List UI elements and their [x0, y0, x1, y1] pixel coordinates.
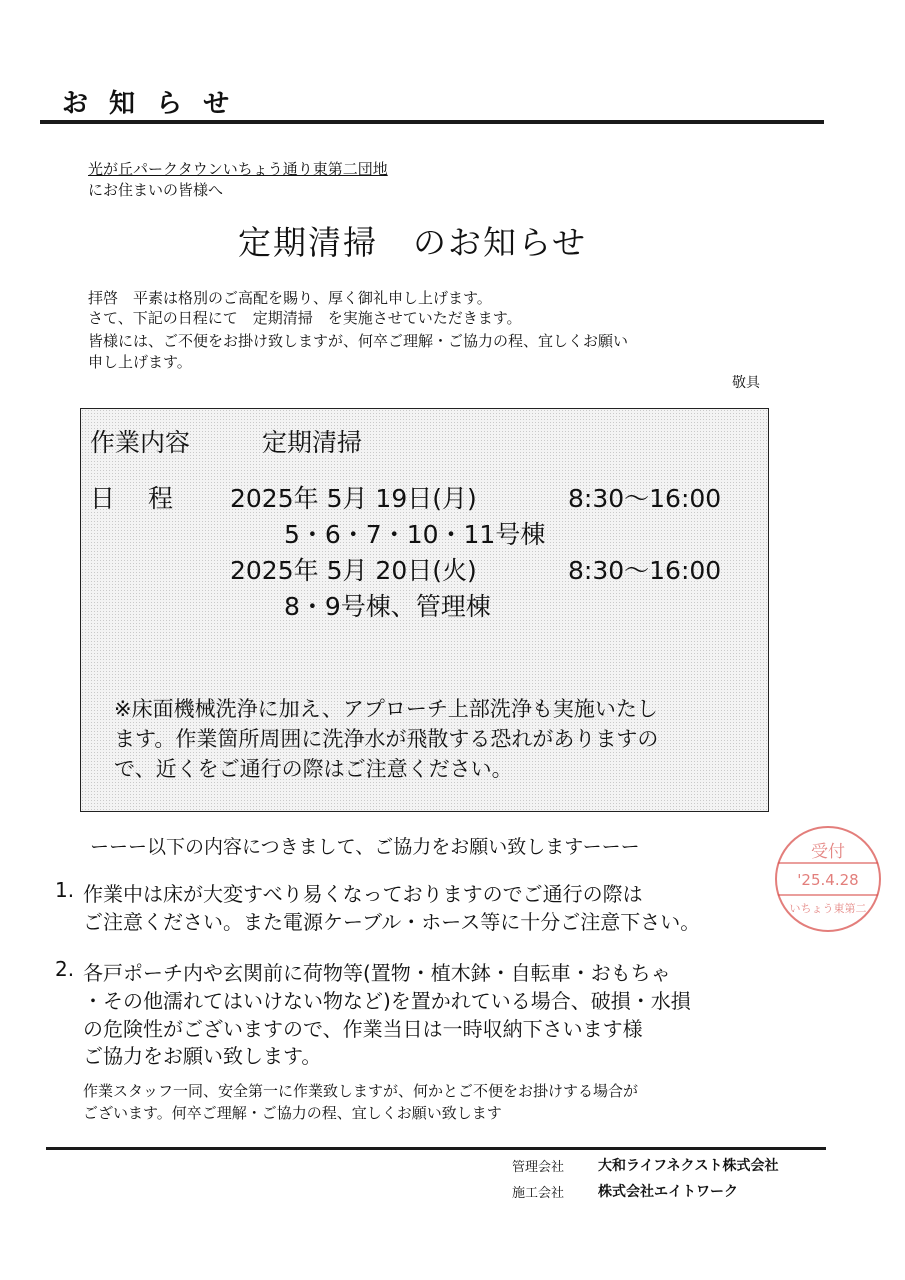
request-divider: ーーー以下の内容につきまして、ご協力をお願い致しますーーー — [90, 836, 640, 858]
schedule-box — [80, 408, 769, 812]
schedule-buildings-1: 5・6・7・10・11号棟 — [284, 520, 546, 549]
request-2-line-1: 各戸ポーチ内や玄関前に荷物等(置物・植木鉢・自転車・おもちゃ — [83, 961, 671, 985]
header-rule — [40, 120, 824, 124]
note-line-3: で、近くをご通行の際はご注意ください。 — [114, 757, 513, 781]
request-2-line-4: ご協力をお願い致します。 — [83, 1044, 322, 1068]
stamp-date-text: '25.4.28 — [797, 871, 859, 889]
management-company-label: 管理会社 — [512, 1160, 565, 1175]
schedule-time-2: 8:30～16:00 — [568, 556, 722, 585]
request-1-line-1: 作業中は床が大変すべり易くなっておりますのでご通行の際は — [83, 882, 643, 906]
schedule-label: 日 程 — [90, 484, 173, 513]
closing-line-1: 作業スタッフ一同、安全第一に作業致しますが、何かとご不便をお掛けする場合が — [83, 1082, 639, 1100]
recipient-residents: にお住まいの皆様へ — [88, 181, 224, 199]
intro-line-2: さて、下記の日程にて 定期清掃 を実施させていただきます。 — [88, 309, 522, 327]
request-1-line-2: ご注意ください。また電源ケーブル・ホース等に十分ご注意下さい。 — [83, 910, 701, 934]
request-2-line-3: の危険性がございますので、作業当日は一時収納下さいます様 — [83, 1017, 643, 1041]
footer-rule — [46, 1147, 826, 1150]
schedule-time-1: 8:30～16:00 — [568, 484, 722, 513]
stamp-bottom-text: いちょう東第二 — [789, 902, 867, 915]
request-2-line-2: ・その他濡れてはいけない物など)を置かれている場合、破損・水損 — [83, 989, 691, 1013]
closing-keigu: 敬具 — [732, 375, 760, 391]
management-company-name: 大和ライフネクスト株式会社 — [598, 1158, 779, 1174]
contractor-company-label: 施工会社 — [512, 1186, 565, 1201]
intro-line-1: 拝啓 平素は格別のご高配を賜り、厚く御礼申し上げます。 — [88, 289, 492, 307]
work-content-label: 作業内容 — [90, 428, 191, 457]
schedule-date-2: 2025年 5月 20日(火) — [230, 556, 477, 585]
intro-line-4: 申し上げます。 — [88, 353, 192, 371]
schedule-buildings-2: 8・9号棟、管理棟 — [284, 592, 491, 621]
request-2-number: 2. — [55, 957, 75, 981]
schedule-date-1: 2025年 5月 19日(月) — [230, 484, 477, 513]
work-content-value: 定期清掃 — [262, 428, 363, 457]
note-line-1: ※床面機械洗浄に加え、アプローチ上部洗浄も実施いたし — [114, 697, 658, 721]
recipient-estate: 光が丘パークタウンいちょう通り東第二団地 — [88, 160, 388, 178]
closing-line-2: ございます。何卒ご理解・ご協力の程、宜しくお願い致します — [83, 1104, 502, 1122]
contractor-company-name: 株式会社エイトワーク — [598, 1184, 738, 1200]
notice-title: 定期清掃 のお知らせ — [238, 223, 588, 262]
intro-line-3: 皆様には、ご不便をお掛け致しますが、何卒ご理解・ご協力の程、宜しくお願い — [88, 332, 629, 350]
request-1-number: 1. — [55, 878, 75, 902]
notice-header: お 知 ら せ — [62, 89, 236, 119]
stamp-top-text: 受付 — [811, 842, 845, 862]
received-stamp — [772, 823, 884, 935]
note-line-2: ます。作業箇所周囲に洗浄水が飛散する恐れがありますの — [114, 727, 659, 751]
